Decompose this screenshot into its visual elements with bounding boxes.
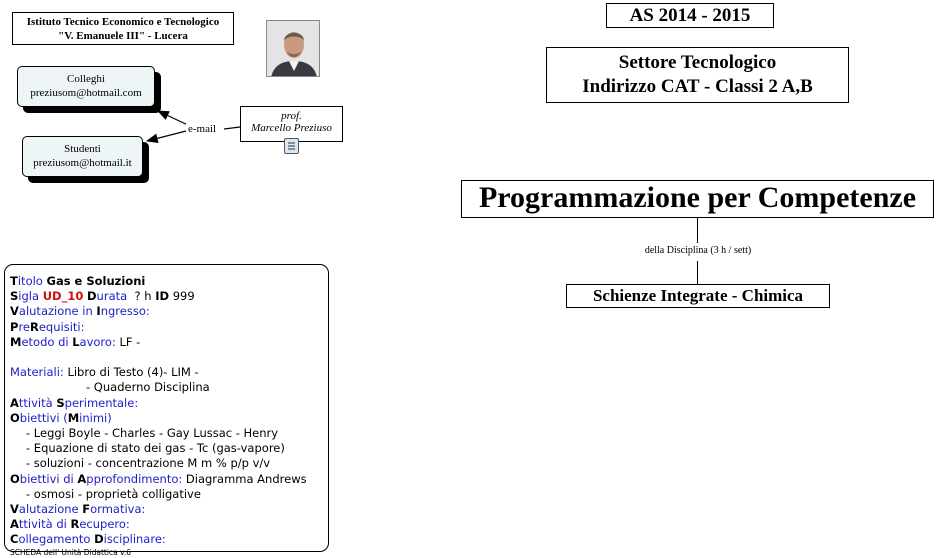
kw: C (10, 532, 19, 547)
kw-rest: equisiti: (38, 319, 85, 334)
kw-rest: ollegamento (18, 532, 95, 547)
programmazione-title: Programmazione per Competenze (461, 180, 934, 218)
kw: F (82, 502, 91, 517)
prof-box (240, 106, 343, 142)
kw-rest: biettivi di (19, 471, 78, 486)
kw: A (77, 471, 87, 486)
kw-rest: etodo di (21, 334, 73, 349)
kw: A (10, 517, 19, 532)
kw: O (10, 410, 20, 425)
school-year-box: AS 2014 - 2015 (606, 3, 774, 28)
row-materiali (10, 365, 328, 380)
row-valutazione-formativa (10, 502, 328, 517)
settore-line1: Settore Tecnologico (618, 52, 777, 73)
kw-rest: urata (96, 289, 128, 304)
row-materiali-2 (10, 380, 328, 395)
kw: V (10, 304, 19, 319)
email-label: e-mail (188, 123, 217, 135)
settore-line2: Indirizzo CAT - Classi 2 A,B (582, 76, 813, 97)
school-line1: Istituto Tecnico Economico e Tecnologico (26, 16, 220, 28)
materiali-value: Libro di Testo (4)- LIM - (67, 365, 199, 380)
colleghi-title: Colleghi (67, 73, 105, 85)
studenti-node[interactable] (22, 136, 143, 177)
kw: D (94, 532, 104, 547)
kw-rest: pprofondimento: (86, 471, 183, 486)
link-prof-email (224, 127, 240, 129)
kw-rest: inimi) (79, 410, 112, 425)
row-valutazione-ingresso (10, 304, 328, 319)
titolo-value: Gas e Soluzioni (46, 274, 146, 288)
kw-rest: igla (18, 289, 40, 304)
school-box (12, 12, 234, 45)
kw: P (10, 319, 19, 334)
kw-rest: alutazione (18, 502, 83, 517)
link-email-studenti (147, 130, 190, 141)
kw-rest: biettivi ( (19, 410, 68, 425)
kw: D (87, 289, 97, 304)
scheda-unita-didattica (4, 264, 329, 557)
kw: S (56, 395, 65, 410)
kw: I (96, 304, 101, 319)
obiettivo-item: - Leggi Boyle - Charles - Gay Lussac - Henry (26, 426, 279, 441)
studenti-email: preziusom@hotmail.it (33, 157, 132, 169)
studenti-title: Studenti (64, 143, 101, 155)
kw-rest: ormativa: (90, 502, 146, 517)
kw: I (155, 289, 160, 304)
kw: S (10, 289, 19, 304)
person-photo-icon (266, 20, 320, 77)
disciplina-label: della Disciplina (3 h / sett) (644, 245, 752, 256)
kw: L (72, 334, 80, 349)
approfondimento-value: Diagramma Andrews (185, 471, 307, 486)
kw: M (10, 334, 22, 349)
school-line2: "V. Emanuele III" - Lucera (58, 30, 188, 42)
row-titolo (10, 274, 328, 289)
kw-rest: D (159, 289, 170, 304)
kw-rest: isciplinare: (103, 532, 166, 547)
kw: O (10, 471, 20, 486)
row-attivita-sperimentale (10, 396, 328, 411)
kw: T (10, 274, 18, 288)
kw: V (10, 502, 19, 517)
row-obiettivi-minimi (10, 411, 328, 426)
materiali-label: Materiali: (10, 365, 64, 380)
durata-value: ? h (134, 289, 152, 304)
kw-rest: avoro: (79, 334, 116, 349)
row-sigla (10, 289, 328, 304)
kw: M (67, 410, 80, 425)
prof-line2: Marcello Preziuso (251, 122, 332, 134)
kw-rest: ngresso: (100, 304, 150, 319)
kw-rest: ttività di (18, 517, 71, 532)
connector-vertical-top (697, 218, 698, 243)
kw-rest: ttività (18, 395, 57, 410)
metodo-value: LF - (119, 334, 141, 349)
connector-vertical-bottom (697, 261, 698, 284)
colleghi-email: preziusom@hotmail.com (30, 87, 142, 99)
obiettivo-item: - Equazione di stato dei gas - Tc (gas-vapore) (26, 441, 285, 456)
materia-box: Schienze Integrate - Chimica (566, 284, 830, 308)
id-value: 999 (172, 289, 195, 304)
row-approfondimento (10, 472, 328, 487)
document-icon[interactable] (284, 138, 299, 154)
settore-box (546, 47, 849, 103)
kw-rest: re (18, 319, 30, 334)
kw-rest: ecupero: (79, 517, 130, 532)
kw: R (30, 319, 39, 334)
kw-rest: itolo (17, 274, 43, 288)
kw-rest: perimentale: (64, 395, 139, 410)
kw-rest: alutazione in (18, 304, 97, 319)
row-metodo (10, 335, 328, 350)
row-prerequisiti (10, 320, 328, 335)
colleghi-node[interactable] (17, 66, 155, 107)
sigla-value: UD_10 (42, 289, 84, 304)
scheda-footer: SCHEDA dell' Unità Didattica v.6 (10, 547, 132, 557)
materiali-value-2: - Quaderno Disciplina (86, 380, 210, 395)
obiettivo-item: - soluzioni - concentrazione M m % p/p v/v (26, 456, 271, 471)
prof-line1: prof. (281, 110, 302, 122)
approfondimento-item: - osmosi - proprietà colligative (26, 486, 201, 501)
kw: A (10, 395, 19, 410)
row-collegamento (10, 532, 328, 547)
kw: R (70, 517, 80, 532)
row-attivita-recupero (10, 517, 328, 532)
spacer (10, 350, 328, 365)
